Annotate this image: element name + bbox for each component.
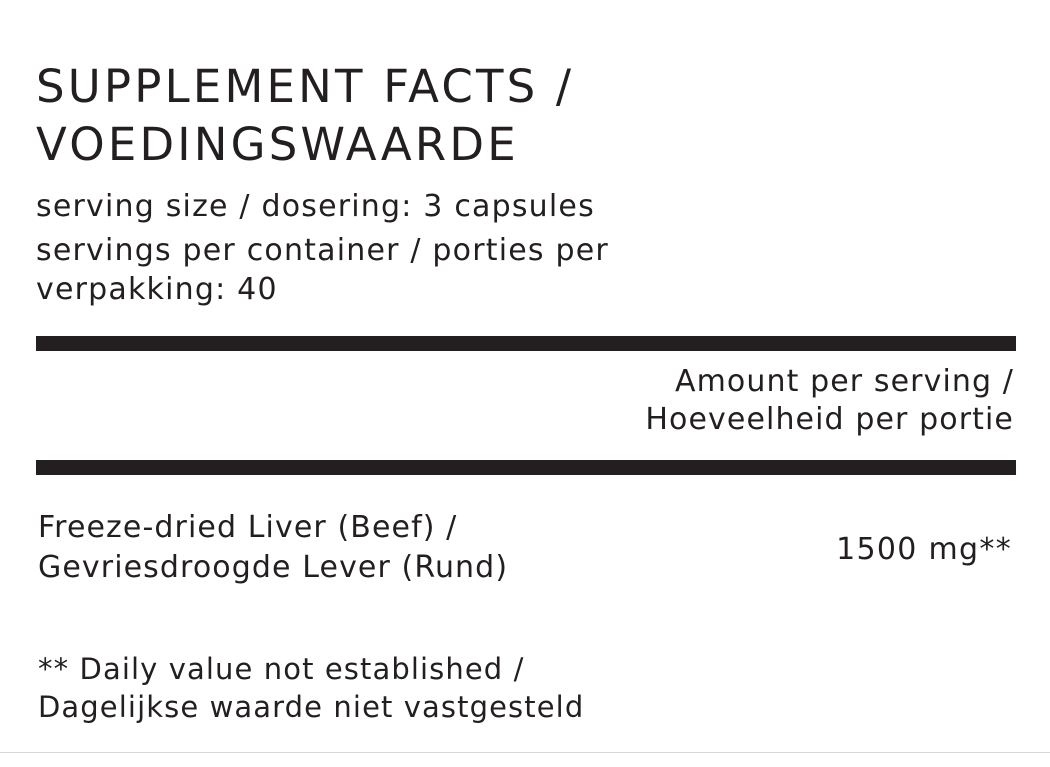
nutrient-name-line2: Gevriesdroogde Lever (Rund) bbox=[38, 549, 509, 585]
divider-middle bbox=[36, 460, 1016, 475]
nutrient-name-line1: Freeze-dried Liver (Beef) / bbox=[38, 509, 458, 545]
nutrient-amount: 1500 mg** bbox=[836, 531, 1012, 567]
servings-per-container-line2: verpakking: 40 bbox=[36, 272, 278, 308]
nutrient-name bbox=[38, 508, 508, 588]
table-row bbox=[36, 475, 1016, 588]
divider-top bbox=[36, 336, 1016, 351]
footnote bbox=[36, 588, 1016, 727]
amount-heading-line2: Hoeveelheid per portie bbox=[645, 402, 1014, 438]
serving-size-text: serving size / dosering: 3 capsules bbox=[36, 189, 595, 225]
footnote-line2: Dagelijkse waarde niet vastgesteld bbox=[38, 690, 585, 725]
page-title: SUPPLEMENT FACTS / VOEDINGSWAARDE bbox=[36, 60, 575, 171]
servings-per-container-line1: servings per container / porties per bbox=[36, 232, 609, 268]
amount-per-serving-heading bbox=[36, 351, 1016, 450]
amount-heading-line1: Amount per serving / bbox=[674, 363, 1014, 399]
footnote-line1: ** Daily value not established / bbox=[38, 651, 525, 686]
divider-bottom bbox=[0, 752, 1050, 753]
